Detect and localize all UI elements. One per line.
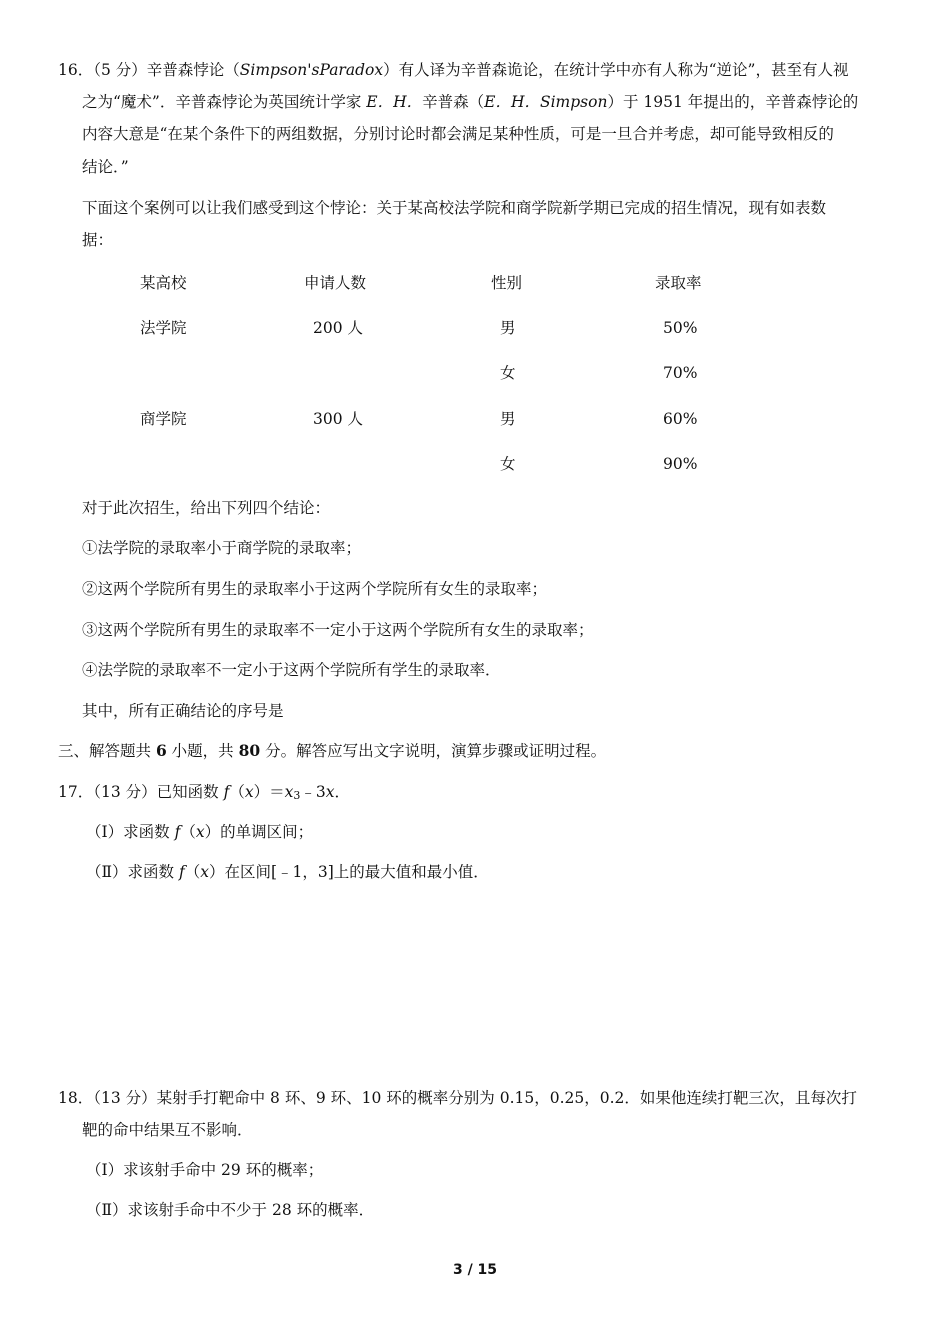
q17-number: 17． bbox=[58, 783, 94, 801]
table-cell: 200 人 bbox=[313, 319, 364, 337]
table-cell: 90% bbox=[663, 455, 698, 473]
q16-line-4: 结论．” bbox=[82, 158, 129, 176]
q16-conclusion-4: ④法学院的录取率不一定小于这两个学院所有学生的录取率． bbox=[82, 661, 501, 679]
table-header-gender: 性别 bbox=[491, 274, 523, 292]
table-cell: 70% bbox=[663, 364, 698, 382]
q18-line-1: 18．（13 分）某射手打靶命中 8 环、9 环、10 环的概率分别为 0.15，0.25，0.2．如果他连续打靶三次，且每次打 bbox=[58, 1089, 857, 1107]
table-cell: 男 bbox=[500, 410, 516, 428]
q18-part-1: （Ⅰ）求该射手命中 29 环的概率； bbox=[86, 1161, 324, 1179]
table-header-applicants: 申请人数 bbox=[304, 274, 367, 292]
q18-part-2: （Ⅱ）求该射手命中不少于 28 环的概率． bbox=[86, 1201, 375, 1219]
q17-part-2: （Ⅱ）求函数 f（x）在区间[﹣1，3]上的最大值和最小值． bbox=[86, 863, 489, 881]
table-cell: 女 bbox=[500, 364, 516, 382]
q16-line-3: 内容大意是“在某个条件下的两组数据，分别讨论时都会满足某种性质，可是一旦合并考虑，却可能导致相反的 bbox=[82, 125, 834, 143]
q16-conclusion-3: ③这两个学院所有男生的录取率不一定小于这两个学院所有女生的录取率； bbox=[82, 621, 594, 639]
table-header-school: 某高校 bbox=[140, 274, 187, 292]
page-number: 3 / 15 bbox=[452, 1262, 498, 1278]
q17-stem: 17．（13 分）已知函数 f（x）＝x3﹣3x． bbox=[58, 783, 350, 802]
q16-line-2: 之为“魔术”．辛普森悖论为英国统计学家 E．H．辛普森（E．H．Simpson）于 1951 年提出的，辛普森悖论的 bbox=[82, 93, 859, 111]
q16-line-1: 16．（5 分）辛普森悖论（Simpson'sParadox）有人译为辛普森诡论，在统计学中亦有人称为“逆论”，甚至有人视 bbox=[58, 61, 849, 79]
table-cell: 法学院 bbox=[140, 319, 187, 337]
table-cell: 300 人 bbox=[313, 410, 364, 428]
table-cell: 50% bbox=[663, 319, 698, 337]
q16-ask: 其中，所有正确结论的序号是 bbox=[82, 702, 284, 720]
table-cell: 60% bbox=[663, 410, 698, 428]
q16-term: Simpson'sParadox bbox=[239, 61, 384, 79]
q16-conclusion-2: ②这两个学院所有男生的录取率小于这两个学院所有女生的录取率； bbox=[82, 580, 548, 598]
q17-part-1: （Ⅰ）求函数 f（x）的单调区间； bbox=[86, 823, 314, 841]
q16-conclusion-1: ①法学院的录取率小于商学院的录取率； bbox=[82, 539, 362, 557]
section-3-heading: 三、解答题共 6 小题，共 80 分。解答应写出文字说明，演算步骤或证明过程。 bbox=[58, 741, 607, 760]
q16-number: 16． bbox=[58, 61, 94, 79]
q16-intro-1: 下面这个案例可以让我们感受到这个悖论：关于某高校法学院和商学院新学期已完成的招生情况，现有如表数 bbox=[82, 199, 827, 217]
q18-line-2: 靶的命中结果互不影响． bbox=[82, 1121, 253, 1139]
table-cell: 女 bbox=[500, 455, 516, 473]
q18-number: 18． bbox=[58, 1089, 94, 1107]
q16-intro-2: 据： bbox=[82, 231, 114, 249]
table-cell: 男 bbox=[500, 319, 516, 337]
q16-prompt: 对于此次招生，给出下列四个结论： bbox=[82, 499, 331, 517]
table-header-rate: 录取率 bbox=[655, 274, 702, 292]
table-cell: 商学院 bbox=[140, 410, 187, 428]
